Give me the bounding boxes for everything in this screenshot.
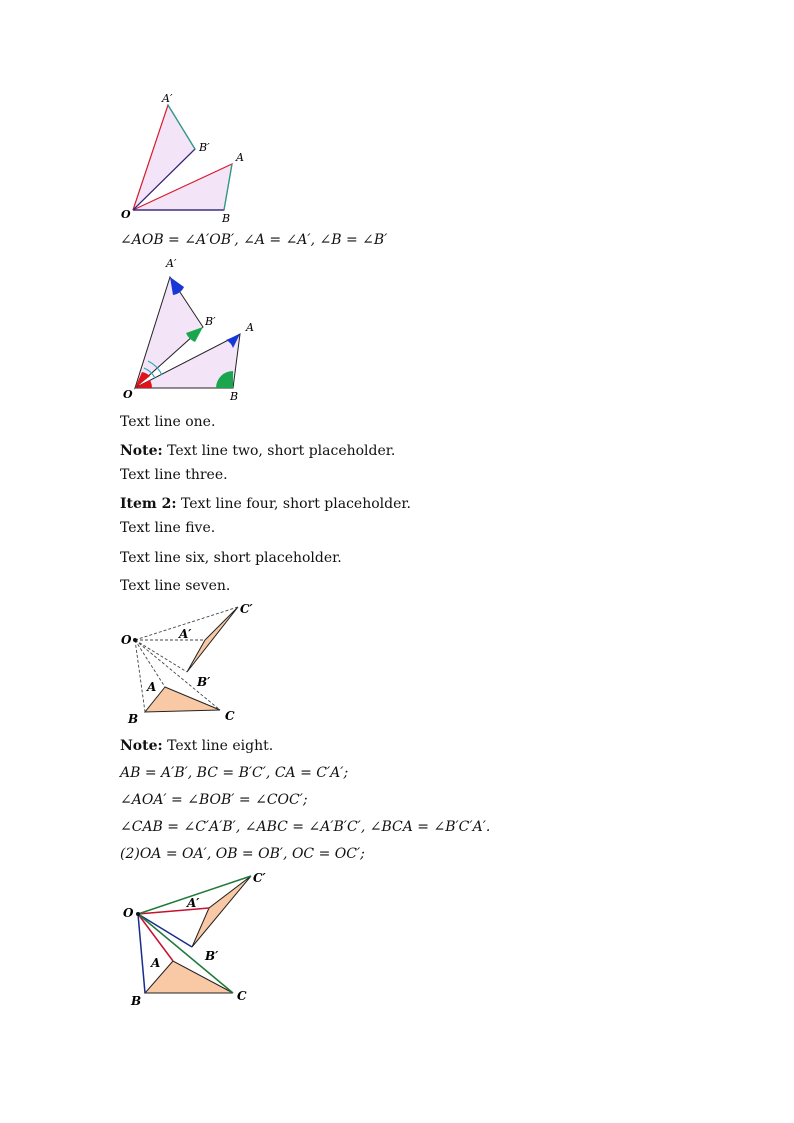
text-line-4-body: Text line four, short placeholder.: [180, 496, 411, 512]
text-line-2-body: Text line two, short placeholder.: [167, 443, 396, 459]
label-o: O: [121, 208, 131, 221]
text-line-3: Text line three.: [120, 467, 228, 483]
figure-rotation-abc: [115, 600, 265, 730]
text-line-4-label: Item 2:: [120, 496, 177, 512]
line1: ∠AOB = ∠A′OB′, ∠A = ∠A′, ∠B = ∠B′: [120, 232, 388, 248]
answer-line-1: [120, 736, 273, 756]
text-line-7: Text line seven.: [120, 578, 231, 594]
answer-line-1-body: Text line eight.: [167, 738, 274, 754]
label-a: A: [236, 151, 244, 164]
answer-line-2: AB = A′B′, BC = B′C′, CA = C′A′;: [120, 765, 349, 781]
label-a-4: A: [151, 956, 161, 970]
label-o-3: O: [121, 633, 132, 647]
label-b-2: B: [230, 390, 239, 403]
answer-line-3: ∠AOA′ = ∠BOB′ = ∠COC′;: [120, 792, 308, 808]
answer-line-4: ∠CAB = ∠C′A′B′, ∠ABC = ∠A′B′C′, ∠BCA = ∠B′C′A′.: [120, 819, 491, 835]
label-o-2: O: [123, 388, 133, 401]
label-a-2: A: [246, 321, 254, 334]
text-line-5: Text line five.: [120, 520, 216, 536]
label-o-4: O: [123, 906, 134, 920]
label-c-prime-4: C′: [253, 871, 266, 885]
label-c-prime-3: C′: [240, 602, 253, 616]
text-line-1: Text line one.: [120, 414, 216, 430]
label-b-prime: B′: [199, 141, 210, 154]
answer-line-5: (2)OA = OA′, OB = OB′, OC = OC′;: [120, 846, 365, 862]
label-b-prime-2: B′: [205, 315, 216, 328]
label-a-prime: A′: [162, 92, 173, 105]
label-c-4: C: [237, 989, 247, 1003]
label-b-prime-3: B′: [197, 675, 211, 689]
text-line-6: Text line six, short placeholder.: [120, 550, 342, 566]
label-b-4: B: [131, 994, 142, 1008]
answer-label: Note:: [120, 738, 163, 754]
figure-rotation-abc-colored: [115, 866, 285, 1011]
label-c-3: C: [225, 709, 235, 723]
label-b-prime-4: B′: [205, 949, 219, 963]
point-o-4: [136, 912, 140, 916]
point-o: [133, 638, 137, 642]
text-line-2: [120, 441, 395, 461]
label-a-prime-4: A′: [187, 896, 200, 910]
figure-rotation-triangles-2: [115, 255, 265, 405]
segment-ob: [138, 914, 145, 993]
figure-rotation-triangles-1: [115, 92, 255, 227]
label-a-prime-3: A′: [179, 627, 192, 641]
label-b-3: B: [128, 712, 139, 726]
text-line-4: [120, 494, 411, 514]
label-b: B: [222, 212, 231, 225]
triangle-abc-prime: [187, 607, 238, 672]
label-a-3: A: [147, 680, 157, 694]
segment-obprime: [138, 914, 192, 947]
segment-oa: [138, 914, 173, 961]
label-a-prime-2: A′: [166, 257, 177, 270]
text-line-2-label: Note:: [120, 443, 163, 459]
